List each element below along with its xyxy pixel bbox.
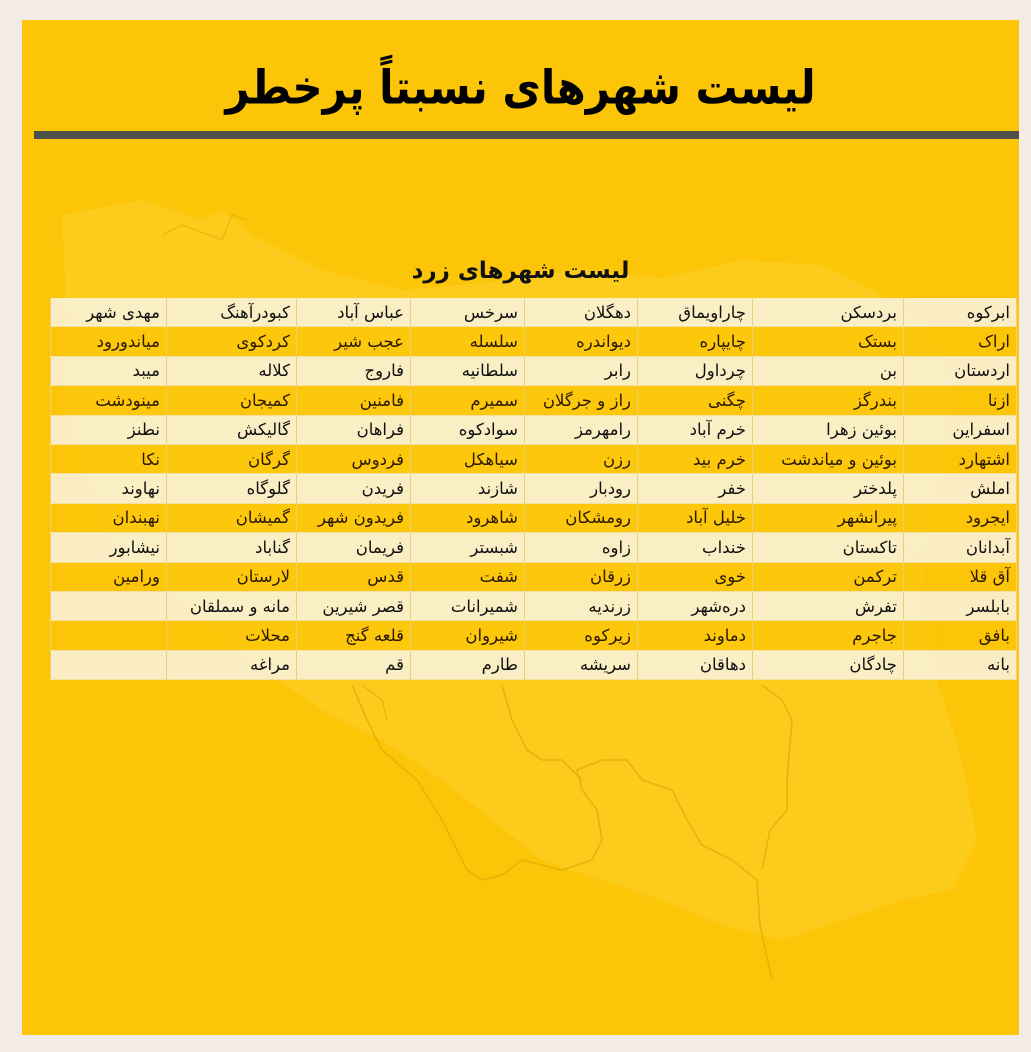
city-cell: میاندورود — [51, 327, 167, 356]
city-cell: سریشه — [525, 650, 638, 679]
city-cell: نهاوند — [51, 474, 167, 503]
city-cell: بوئین زهرا — [753, 415, 904, 444]
table-row — [51, 327, 1017, 356]
city-cell: رودبار — [525, 474, 638, 503]
city-cell: رزن — [525, 444, 638, 473]
city-cell: زاوه — [525, 533, 638, 562]
city-cell: اشتهارد — [904, 444, 1017, 473]
city-cell: قلعه گنج — [297, 621, 411, 650]
city-cell: رامهرمز — [525, 415, 638, 444]
city-cell: چادگان — [753, 650, 904, 679]
city-cell: ترکمن — [753, 562, 904, 591]
city-cell: قصر شیرین — [297, 591, 411, 620]
city-cell — [51, 650, 167, 679]
city-cell: عباس آباد — [297, 298, 411, 327]
table-row — [51, 386, 1017, 415]
city-cell: خفر — [638, 474, 753, 503]
table-row — [51, 356, 1017, 385]
city-cell: چایپاره — [638, 327, 753, 356]
city-cell: شاهرود — [411, 503, 525, 532]
city-cell: شازند — [411, 474, 525, 503]
city-cell: عجب شیر — [297, 327, 411, 356]
city-cell: دهاقان — [638, 650, 753, 679]
city-cell: کبودرآهنگ — [167, 298, 297, 327]
city-cell: فاروج — [297, 356, 411, 385]
city-cell: ازنا — [904, 386, 1017, 415]
city-cell: شفت — [411, 562, 525, 591]
city-cell: لارستان — [167, 562, 297, 591]
city-cell: فریدن — [297, 474, 411, 503]
city-cell: زرقان — [525, 562, 638, 591]
city-cell: گالیکش — [167, 415, 297, 444]
city-cell: چرداول — [638, 356, 753, 385]
city-cell: بن — [753, 356, 904, 385]
city-cell: نکا — [51, 444, 167, 473]
city-cell: مراغه — [167, 650, 297, 679]
city-cell: دیواندره — [525, 327, 638, 356]
city-cell: دهگلان — [525, 298, 638, 327]
city-cell: بافق — [904, 621, 1017, 650]
city-cell: کلاله — [167, 356, 297, 385]
city-cell: رومشکان — [525, 503, 638, 532]
city-cell: کمیجان — [167, 386, 297, 415]
infographic-panel — [22, 20, 1019, 1035]
city-cell: آق قلا — [904, 562, 1017, 591]
city-cell: بوئین و میاندشت — [753, 444, 904, 473]
page-title: لیست شهرهای نسبتاً پرخطر — [225, 60, 816, 115]
city-cell: گرگان — [167, 444, 297, 473]
city-cell: بردسکن — [753, 298, 904, 327]
table-row — [51, 503, 1017, 532]
city-cell: شمیرانات — [411, 591, 525, 620]
city-cell: سوادکوه — [411, 415, 525, 444]
table-row — [51, 415, 1017, 444]
city-cell: دماوند — [638, 621, 753, 650]
city-cell: خوی — [638, 562, 753, 591]
table-row — [51, 444, 1017, 473]
city-cell: سمیرم — [411, 386, 525, 415]
city-cell: چگنی — [638, 386, 753, 415]
city-cell: بابلسر — [904, 591, 1017, 620]
city-cell: چاراویماق — [638, 298, 753, 327]
city-cell: سرخس — [411, 298, 525, 327]
city-cell: رابر — [525, 356, 638, 385]
table-row — [51, 591, 1017, 620]
city-cell — [51, 621, 167, 650]
city-cell: سلطانیه — [411, 356, 525, 385]
city-cell: اراک — [904, 327, 1017, 356]
city-cell: خرم آباد — [638, 415, 753, 444]
city-cell: شیروان — [411, 621, 525, 650]
city-cell: ایجرود — [904, 503, 1017, 532]
table-row — [51, 621, 1017, 650]
city-cell: گلوگاه — [167, 474, 297, 503]
city-cell: نهبندان — [51, 503, 167, 532]
city-cell: فریدون شهر — [297, 503, 411, 532]
city-cell: زیرکوه — [525, 621, 638, 650]
city-cell: گناباد — [167, 533, 297, 562]
table-row — [51, 533, 1017, 562]
city-cell: خرم بید — [638, 444, 753, 473]
city-cell: آبدانان — [904, 533, 1017, 562]
city-cell: سیاهکل — [411, 444, 525, 473]
city-cell: کردکوی — [167, 327, 297, 356]
city-cell: مینودشت — [51, 386, 167, 415]
city-cell: قم — [297, 650, 411, 679]
city-cell: اسفراین — [904, 415, 1017, 444]
city-cell: میبد — [51, 356, 167, 385]
city-cell: ابرکوه — [904, 298, 1017, 327]
city-cell: تاکستان — [753, 533, 904, 562]
table-row — [51, 650, 1017, 679]
city-cell: راز و جرگلان — [525, 386, 638, 415]
city-cell: تفرش — [753, 591, 904, 620]
section-subtitle: لیست شهرهای زرد — [411, 258, 630, 284]
city-cell: نیشابور — [51, 533, 167, 562]
city-cell: گمیشان — [167, 503, 297, 532]
city-cell: فریمان — [297, 533, 411, 562]
city-cell: ورامین — [51, 562, 167, 591]
city-cell: قدس — [297, 562, 411, 591]
city-cell: خلیل آباد — [638, 503, 753, 532]
city-cell: مانه و سملقان — [167, 591, 297, 620]
city-cell: فراهان — [297, 415, 411, 444]
city-cell: املش — [904, 474, 1017, 503]
city-cell: سلسله — [411, 327, 525, 356]
city-cell: بانه — [904, 650, 1017, 679]
city-cell: شبستر — [411, 533, 525, 562]
city-cell: مهدی شهر — [51, 298, 167, 327]
table-row — [51, 474, 1017, 503]
city-cell: فردوس — [297, 444, 411, 473]
table-row — [51, 562, 1017, 591]
title-divider — [34, 131, 1019, 139]
city-cell: زرندیه — [525, 591, 638, 620]
city-cell: دره‌شهر — [638, 591, 753, 620]
city-cell: محلات — [167, 621, 297, 650]
city-cell: پلدختر — [753, 474, 904, 503]
city-cell — [51, 591, 167, 620]
city-cell: بستک — [753, 327, 904, 356]
city-cell: طارم — [411, 650, 525, 679]
city-cell: خنداب — [638, 533, 753, 562]
city-cell: پیرانشهر — [753, 503, 904, 532]
table-row — [51, 298, 1017, 327]
yellow-cities-table — [50, 298, 1017, 680]
city-cell: اردستان — [904, 356, 1017, 385]
city-cell: فامنین — [297, 386, 411, 415]
city-cell: بندرگز — [753, 386, 904, 415]
city-cell: جاجرم — [753, 621, 904, 650]
city-cell: نطنز — [51, 415, 167, 444]
